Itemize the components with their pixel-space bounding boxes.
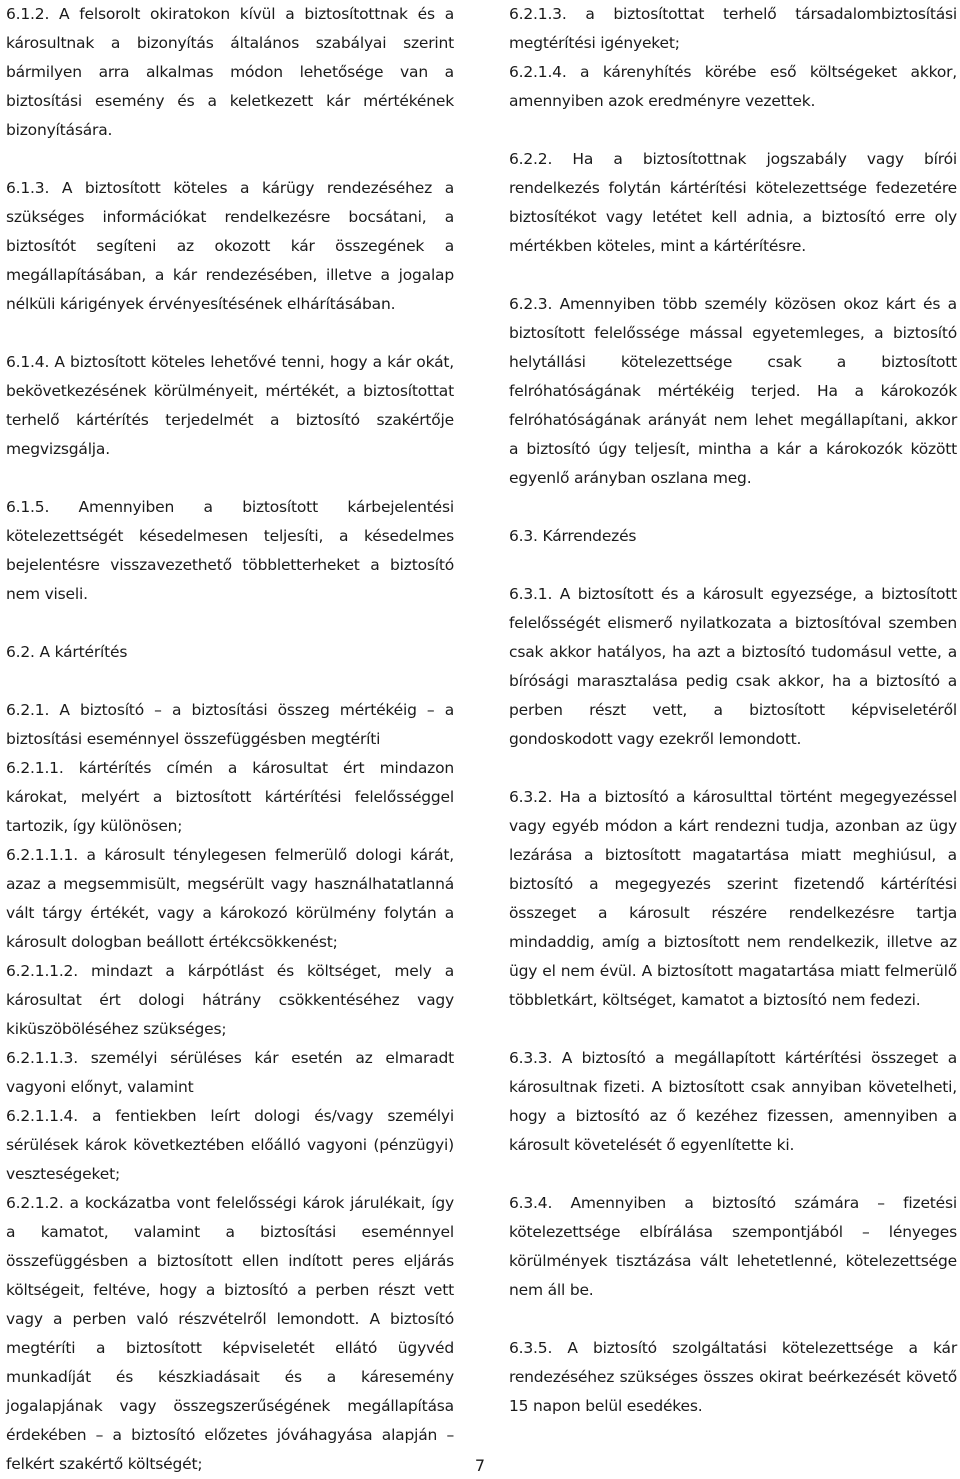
paragraph: 6.1.3. A biztosított köteles a kárügy rendezéséhez a szükséges információkat rendelkezésre bocsátani, a biztosítót segíteni az okozott kár összegének a megállapításában, a kár rendezésében, illetve a jogalap nélküli kárigények érvényesítésének elhárításában.	[6, 179, 454, 313]
paragraph: 6.2.1.1.4. a fentiekben leírt dologi és/vagy személyi sérülések károk következtében előálló vagyoni (pénzügyi) veszteségeket;	[6, 1107, 454, 1183]
paragraph: 6.2.1.2. a kockázatba vont felelősségi károk járulékait, így a kamatot, valamint a biztosítási eseménnyel összefüggésben a biztosított ellen indított peres eljárás költségeit, feltéve, hogy a biztosító a perben részt vett vagy a perben való részvételről lemondott. A biztosító megtéríti a biztosított képviseletét ellátó ügyvéd munkadíját és készkiadásait és a káresemény jogalapjának vagy összegszerűségének megállapítása érdekében – a biztosító előzetes jóváhagyása alapján – felkért szakértő költségét;	[6, 1194, 454, 1473]
paragraph: 6.2.1. A biztosító – a biztosítási összeg mértékéig – a biztosítási eseménnyel összefüggésben megtéríti	[6, 701, 454, 748]
paragraph: 6.2.1.1.2. mindazt a kárpótlást és költséget, mely a károsultat ért dologi hátrány csökkentéséhez vagy kiküszöböléséhez szükséges;	[6, 962, 454, 1038]
paragraph: 6.2.3. Amennyiben több személy közösen okoz kárt és a biztosított felelőssége mással egyetemleges, a biztosító helytállási kötelezettsége csak a biztosított felróhatóságának mértékéig terjed. Ha a károkozók felróhatóságának arányát nem lehet megállapítani, akkor a biztosító úgy teljesít, mintha a kár a károkozók között egyenlő arányban oszlana meg.	[509, 295, 957, 487]
paragraph: 6.3. Kárrendezés	[509, 527, 637, 545]
paragraph: 6.2.1.4. a kárenyhítés körébe eső költségeket akkor, amennyiben azok eredményre vezettek.	[509, 63, 957, 110]
paragraph: 6.3.2. Ha a biztosító a károsulttal történt megegyezéssel vagy egyéb módon a kárt rendezni tudja, azonban az ügy lezárása a biztosított magatartása miatt meghiúsul, a biztosító a megegyezés szerint fizetendő kártérítési összeget a károsult részére rendelkezésre tartja mindaddig, amíg a biztosított nem rendelkezik, illetve az ügy el nem évül. A biztosított magatartása miatt felmerülő többletkárt, költséget, kamatot a biztosító nem fedezi.	[509, 788, 957, 1009]
paragraph: 6.1.2. A felsorolt okiratokon kívül a biztosítottnak és a károsultnak a bizonyítás általános szabályai szerint bármilyen arra alkalmas módon lehetősége van a biztosítási esemény és a keletkezett kár mértékének bizonyítására.	[6, 5, 454, 139]
paragraph: 6.2.2. Ha a biztosítottnak jogszabály vagy bírói rendelkezés folytán kártérítési kötelezettsége fedezetére biztosítékot vagy letétet kell adnia, a biztosító erre oly mértékben köteles, mint a kártérítésre.	[509, 150, 957, 255]
left-column	[6, 0, 454, 1479]
page-number: 7	[474, 1456, 486, 1475]
paragraph: 6.1.4. A biztosított köteles lehetővé tenni, hogy a kár okát, bekövetkezésének körülményeit, mértékét, a biztosítottat terhelő kártérítés terjedelmét a biztosító szakértője megvizsgálja.	[6, 353, 454, 458]
paragraph: 6.2.1.3. a biztosítottat terhelő társadalombiztosítási megtérítési igényeket;	[509, 5, 957, 52]
paragraph: 6.1.5. Amennyiben a biztosított kárbejelentési kötelezettségét késedelmesen teljesíti, a késedelmes bejelentésre visszavezethető többletterheket a biztosító nem viseli.	[6, 498, 454, 603]
paragraph: 6.3.4. Amennyiben a biztosító számára – fizetési kötelezettsége elbírálása szempontjából – lényeges körülmények tisztázása vált lehetetlenné, kötelezettsége nem áll be.	[509, 1194, 957, 1299]
paragraph: 6.2.1.1.1. a károsult ténylegesen felmerülő dologi kárát, azaz a megsemmisült, megsérült vagy használhatatlanná vált tárgy értékét, vagy a károkozó körülmény folytán a károsult dologban beállott értékcsökkenést;	[6, 846, 454, 951]
paragraph: 6.3.1. A biztosított és a károsult egyezsége, a biztosított felelősségét elismerő nyilatkozata a biztosítóval szemben csak akkor hatályos, ha azt a biztosító tudomásul vette, a bírósági marasztalása pedig csak akkor, ha a biztosító a perben részt vett, a biztosított képviseletéről gondoskodott vagy ezekről lemondott.	[509, 585, 957, 748]
paragraph: 6.2. A kártérítés	[6, 643, 128, 661]
paragraph: 6.3.5. A biztosító szolgáltatási kötelezettsége a kár rendezéséhez szükséges összes okirat beérkezését követő 15 napon belül esedékes.	[509, 1339, 957, 1415]
paragraph: 6.2.1.1.3. személyi sérüléses kár esetén az elmaradt vagyoni előnyt, valamint	[6, 1049, 454, 1096]
paragraph: 6.3.3. A biztosító a megállapított kártérítési összeget a károsultnak fizeti. A biztosított csak annyiban követelheti, hogy a biztosító az ő kezéhez fizessen, amennyiben a károsult követelését ő egyenlítette ki.	[509, 1049, 957, 1154]
paragraph: 6.2.1.1. kártérítés címén a károsultat ért mindazon károkat, melyért a biztosított kártérítési felelősséggel tartozik, így különösen;	[6, 759, 454, 835]
right-column	[509, 0, 957, 1421]
